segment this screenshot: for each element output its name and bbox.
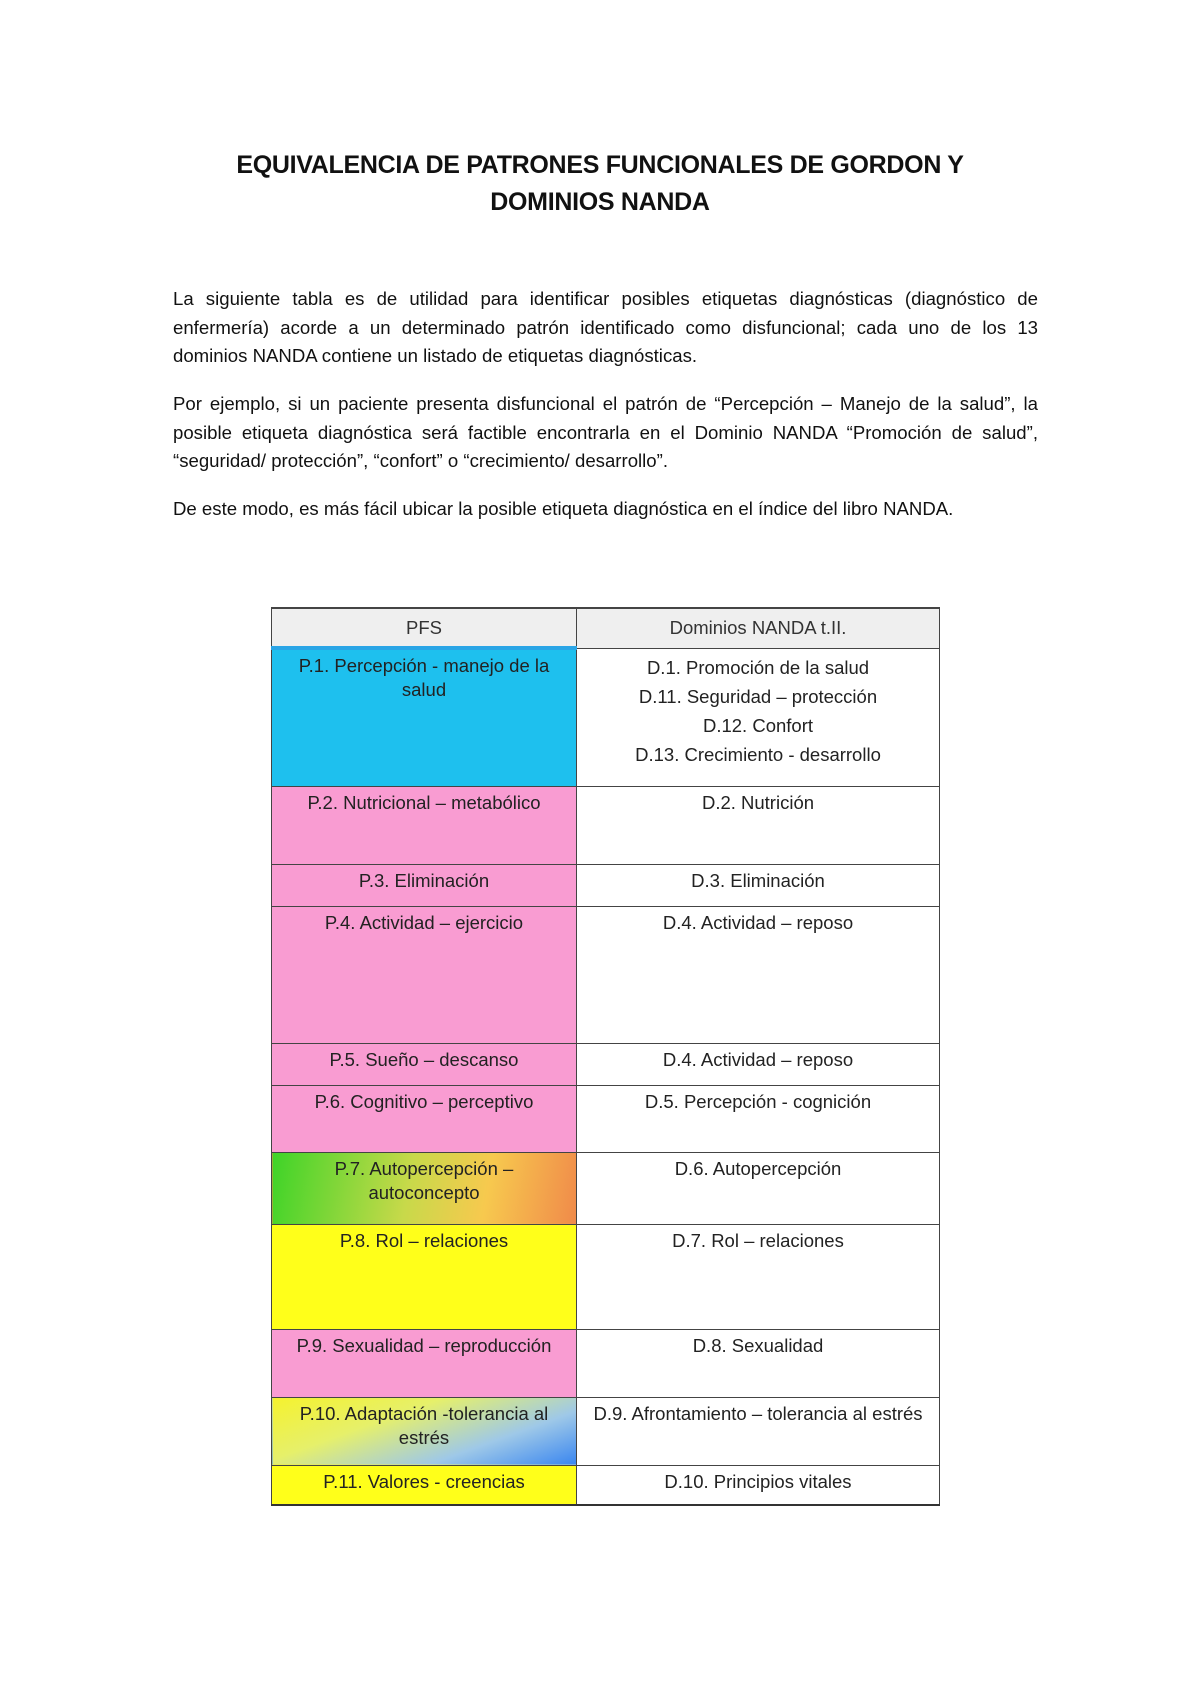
dominio-cell: D.5. Percepción - cognición [577, 1085, 940, 1152]
dominio-cell: D.10. Principios vitales [577, 1465, 940, 1505]
equivalence-table [271, 607, 940, 1506]
pfs-cell: P.5. Sueño – descanso [272, 1043, 577, 1085]
pfs-cell: P.11. Valores - creencias [272, 1465, 577, 1505]
table-header-row [272, 608, 940, 648]
table-row [272, 1397, 940, 1465]
dominio-item: D.13. Crecimiento - desarrollo [635, 743, 881, 765]
dominio-cell: D.8. Sexualidad [577, 1329, 940, 1397]
pfs-cell: P.2. Nutricional – metabólico [272, 786, 577, 864]
title-line-1: EQUIVALENCIA DE PATRONES FUNCIONALES DE GORDON Y [236, 151, 964, 179]
table-row [272, 906, 940, 1043]
pfs-cell: P.1. Percepción - manejo de la salud [272, 648, 577, 786]
title-line-2: DOMINIOS NANDA [490, 188, 710, 216]
dominio-item: D.1. Promoción de la salud [646, 656, 870, 678]
pfs-cell: P.4. Actividad – ejercicio [272, 906, 577, 1043]
dominio-cell: D.4. Actividad – reposo [577, 1043, 940, 1085]
header-dominios: Dominios NANDA t.II. [577, 608, 940, 648]
table-row [272, 648, 940, 786]
dominio-cell: D.7. Rol – relaciones [577, 1224, 940, 1329]
conclusion-paragraph: De este modo, es más fácil ubicar la posible etiqueta diagnóstica en el índice del libro NANDA. [173, 498, 954, 519]
dominio-cell: D.6. Autopercepción [577, 1152, 940, 1224]
table-row [272, 1329, 940, 1397]
example-paragraph: Por ejemplo, si un paciente presenta disfuncional el patrón de “Percepción – Manejo de la salud”, la posible etiqueta diagnóstica será factible encontrarla en el Dominio NANDA “Promoción de salud”, “seguridad/ protección”, “confort” o “crecimiento/ desarrollo”. [173, 393, 1038, 471]
table-row [272, 1224, 940, 1329]
dominio-item: D.12. Confort [702, 714, 814, 736]
table-row [272, 786, 940, 864]
table-row [272, 864, 940, 906]
table-row [272, 1085, 940, 1152]
pfs-cell: P.7. Autopercepción – autoconcepto [272, 1152, 577, 1224]
table-row [272, 1043, 940, 1085]
dominio-cell: D.3. Eliminación [577, 864, 940, 906]
dominio-cell: D.9. Afrontamiento – tolerancia al estrés [577, 1397, 940, 1465]
intro-paragraph: La siguiente tabla es de utilidad para identificar posibles etiquetas diagnósticas (diagnóstico de enfermería) acorde a un determinado patrón identificado como disfuncional; cada uno de los 13 dominios NANDA contiene un listado de etiquetas diagnósticas. [173, 288, 1038, 366]
header-pfs: PFS [272, 608, 577, 648]
pfs-cell: P.10. Adaptación -tolerancia al estrés [272, 1397, 577, 1465]
pfs-cell: P.3. Eliminación [272, 864, 577, 906]
pfs-cell: P.6. Cognitivo – perceptivo [272, 1085, 577, 1152]
table-row [272, 1152, 940, 1224]
pfs-cell: P.9. Sexualidad – reproducción [272, 1329, 577, 1397]
dominio-cell [577, 648, 940, 786]
table-row [272, 1465, 940, 1505]
dominio-cell: D.2. Nutrición [577, 786, 940, 864]
dominio-item: D.11. Seguridad – protección [638, 685, 878, 707]
pfs-cell: P.8. Rol – relaciones [272, 1224, 577, 1329]
page-title [120, 147, 1080, 221]
dominio-cell: D.4. Actividad – reposo [577, 906, 940, 1043]
